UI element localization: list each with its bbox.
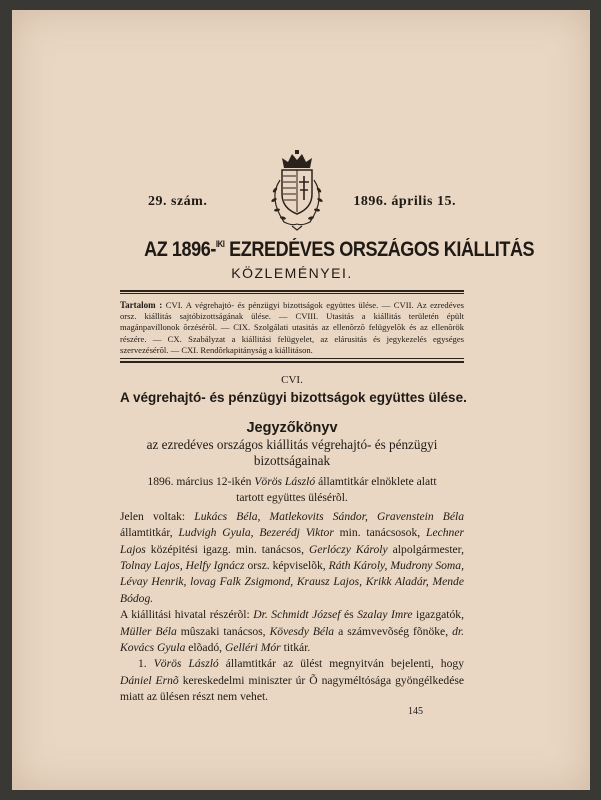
publication-title xyxy=(144,238,535,262)
page-number: 145 xyxy=(408,706,423,717)
paragraph-4: 1. Vörös László államtitkár az ülést megnyitván bejelenti, hogy Dániel Ernõ kereskedelmi miniszter úr Õ nagyméltósága gyöngélkedése miatt az ülésen részt nem vehet. xyxy=(120,657,464,704)
protocol-heading: Jegyzőkönyv xyxy=(246,420,338,436)
section-number: CVI. xyxy=(281,374,303,386)
title-sup: IKI xyxy=(215,239,225,249)
publication-subtitle: KÖZLEMÉNYEI. xyxy=(231,265,353,281)
paragraph-1: 1896. március 12-ikén Vörös László államtitkár elnöklete alatt tartott együttes ülésérõl. xyxy=(147,475,437,505)
toc-text: CVI. A végrehajtó- és pénzügyi bizottságok együttes ülése. — CVII. Az ezredéves orsz. kiállitás sajtóbizottságának ülése. — CVIII. Utasitás a kiállitás területén épült magánpavillonok õrzésérõl. — CIX. Szolgálati utasitás az ellenõrzõ felügyelõk és az ellenõrök részére. — CX. Szabályzat a kiállitási felügyelet, az elárusitás és jegykezelés egységes szervezésérõl. — CXI. Rendõrkapitányság a kiállitáson. xyxy=(120,300,464,355)
divider-top-thin xyxy=(120,293,464,294)
table-of-contents xyxy=(120,300,464,356)
title-prefix: AZ 1896- xyxy=(144,238,216,261)
section-title: A végrehajtó- és pénzügyi bizottságok együttes ülése. xyxy=(120,390,467,405)
body-text xyxy=(120,474,464,706)
title-rest: EZREDÉVES ORSZÁGOS KIÁLLITÁS xyxy=(224,238,535,261)
paragraph-3: A kiállitási hivatal részérõl: Dr. Schmidt József és Szalay Imre igazgatók, Müller Béla mûszaki tanácsos, Kövesdy Béla a számvevõség fõnöke, dr. Kovács Gyula elõadó, Gelléri Mór titkár. xyxy=(120,608,465,655)
document-page xyxy=(12,10,590,790)
toc-label: Tartalom : xyxy=(120,300,163,310)
protocol-subheading: az ezredéves országos kiállitás végrehajtó- és pénzügyi bizottságainak xyxy=(146,437,438,468)
issue-number: 29. szám. xyxy=(148,194,208,209)
divider-bottom xyxy=(120,358,464,359)
divider-top xyxy=(120,290,464,292)
issue-row xyxy=(120,194,464,210)
divider-bottom-thick xyxy=(120,361,464,363)
paragraph-2: Jelen voltak: Lukács Béla, Matlekovits Sándor, Gravenstein Béla államtitkár, Ludvigh Gyula, Bezerédj Viktor min. tanácsosok, Lechner Lajos középitési igazg. min. tanácsos, Gerlóczy Károly alpolgármester, Tolnay Lajos, Helfy Ignácz orsz. képviselõk, Ráth Károly, Mudrony Soma, Lévay Henrik, lovag Falk Zsigmond, Krausz Lajos, Krikk Aladár, Mende Bódog. xyxy=(120,509,464,605)
hungarian-coat-of-arms-icon xyxy=(262,150,332,232)
issue-date: 1896. április 15. xyxy=(353,194,456,209)
